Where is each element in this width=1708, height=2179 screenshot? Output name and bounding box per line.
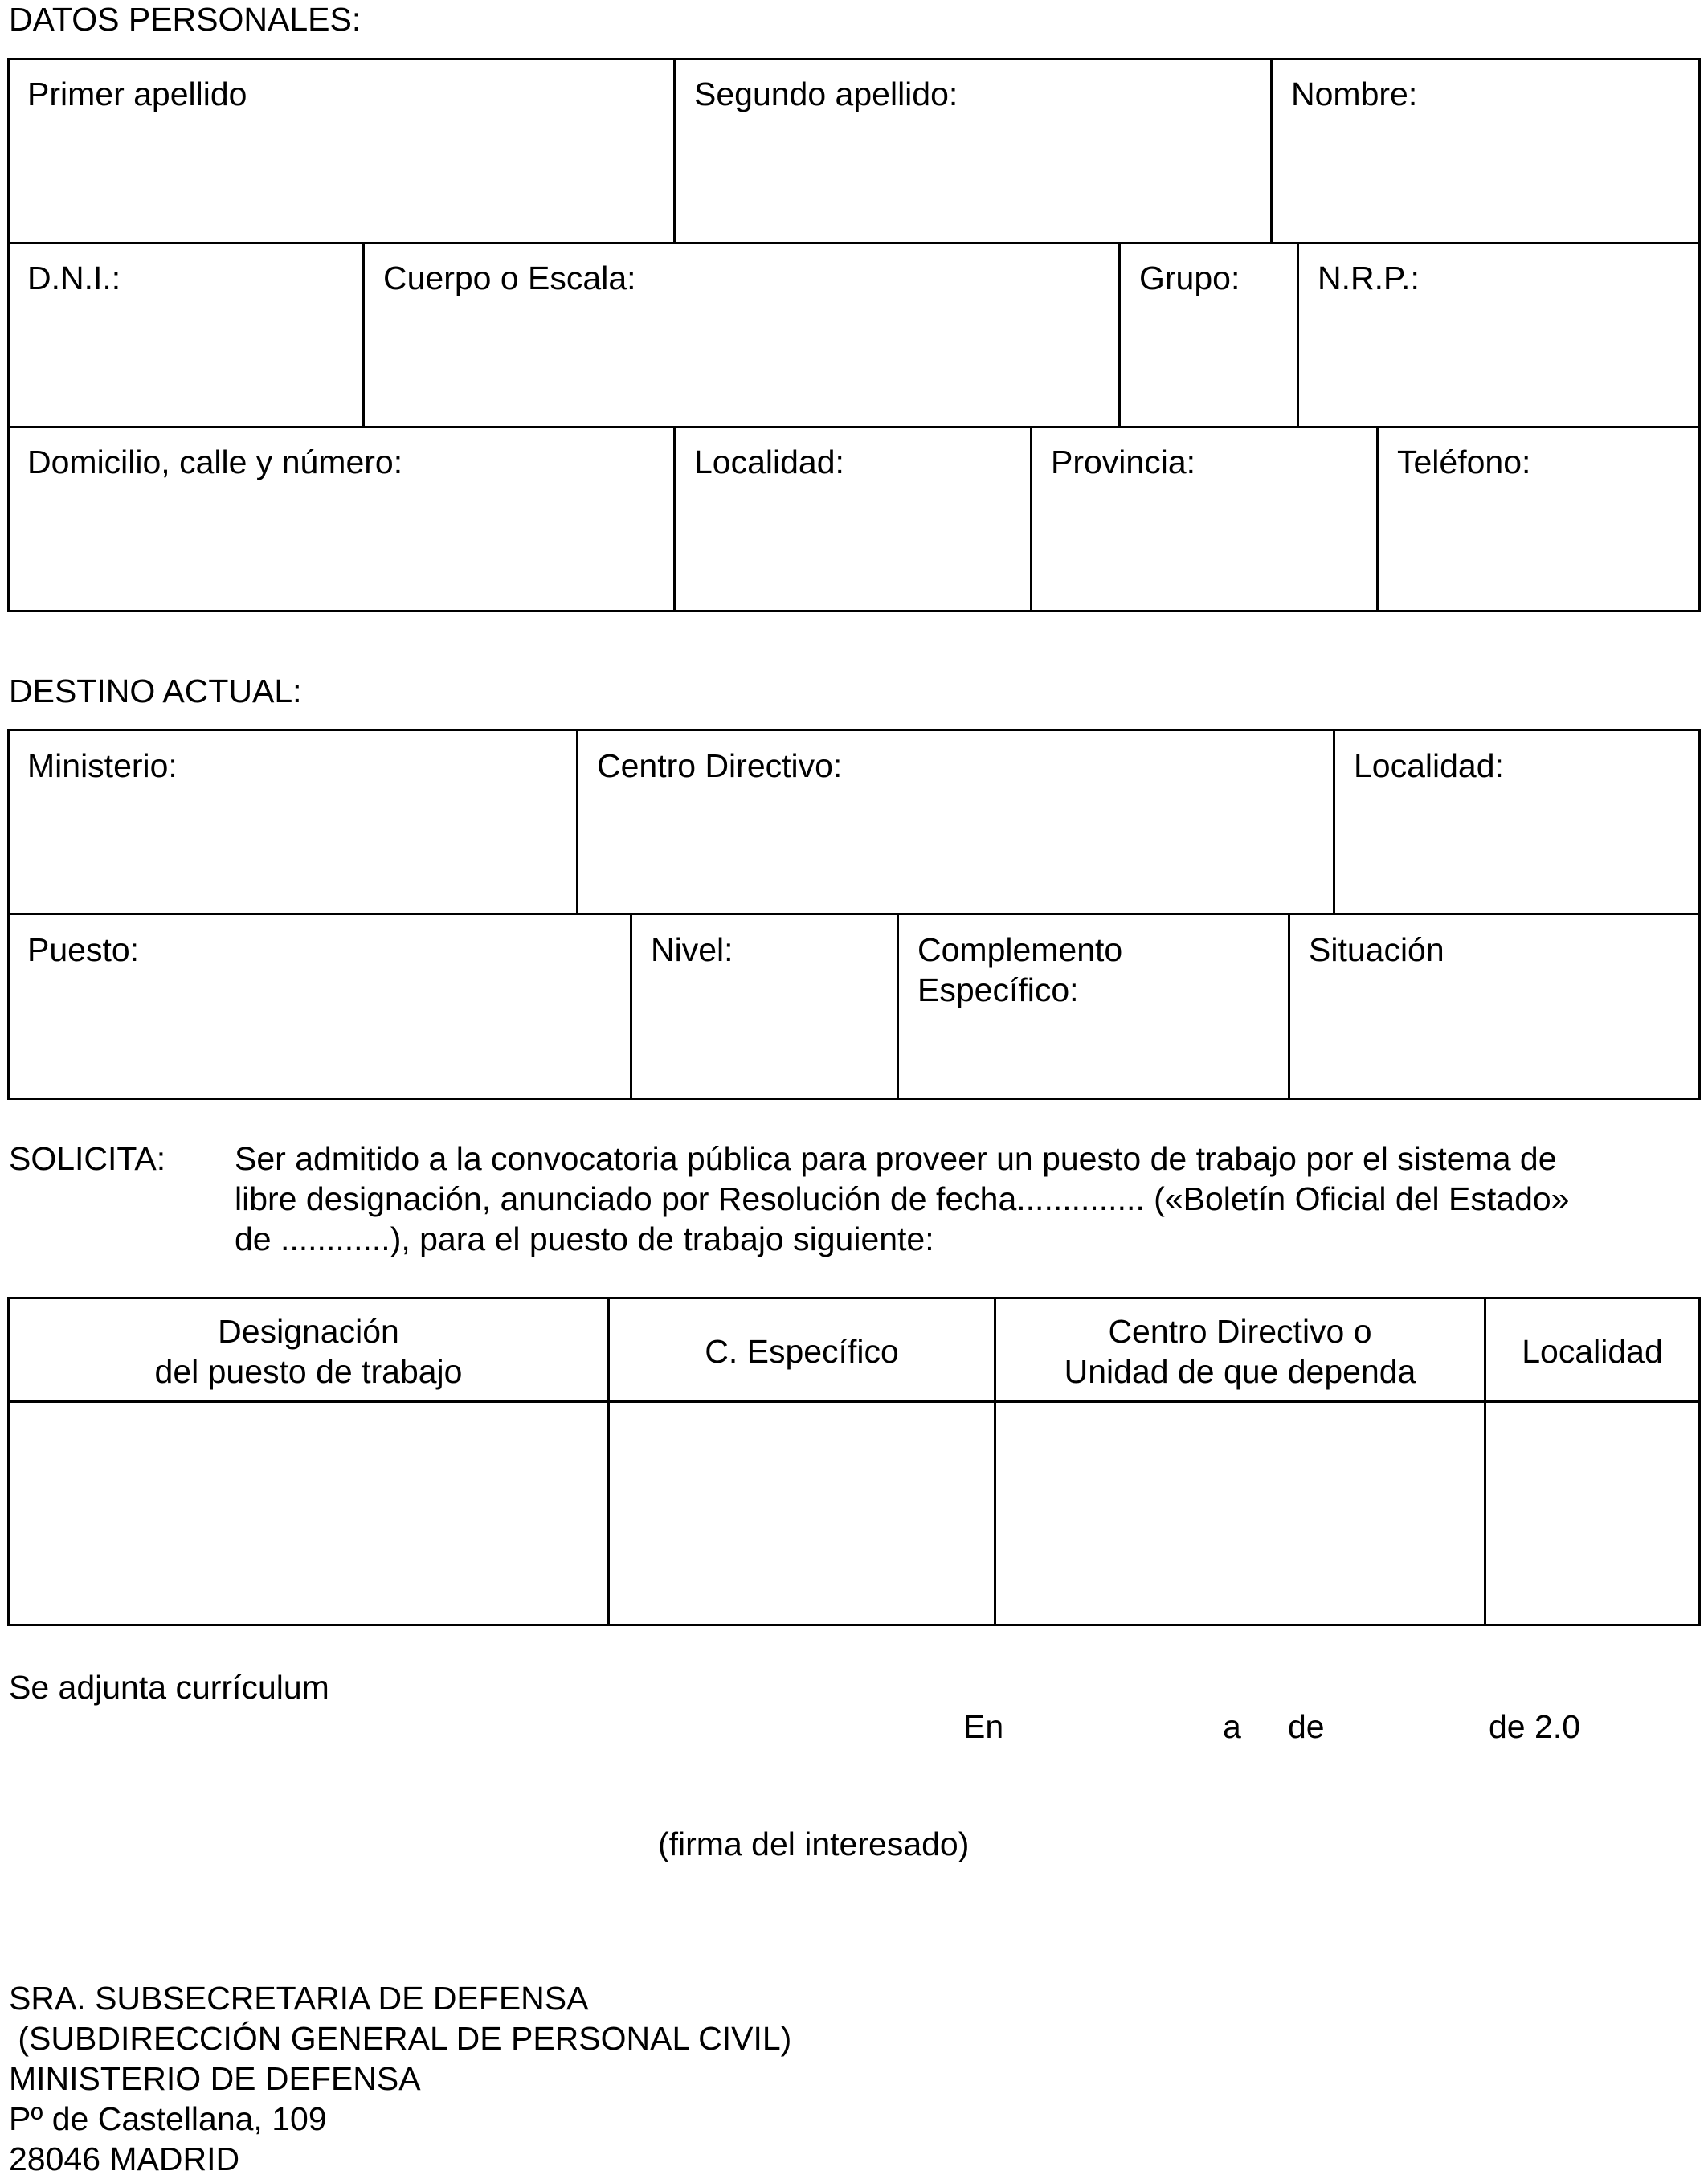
header-designacion-line1: Designación bbox=[218, 1313, 399, 1350]
date-de-label: de bbox=[1288, 1708, 1325, 1745]
header-centro-line1: Centro Directivo o bbox=[1108, 1313, 1372, 1350]
solicita-line-2: libre designación, anunciado por Resolución de fecha.............. («Boletín Oficial del Estado» bbox=[235, 1180, 1570, 1217]
datos-personales-heading: DATOS PERSONALES: bbox=[9, 1, 362, 38]
col-divider bbox=[1297, 242, 1299, 427]
col-divider bbox=[1118, 242, 1121, 427]
date-year-label: de 2.0 bbox=[1489, 1708, 1580, 1745]
row-divider bbox=[7, 242, 1701, 244]
grupo-field[interactable]: Grupo: bbox=[1139, 260, 1240, 296]
address-line-5: 28046 MADRID bbox=[9, 2140, 240, 2177]
col-divider bbox=[673, 426, 676, 611]
col-divider bbox=[1333, 729, 1335, 914]
telefono-field[interactable]: Teléfono: bbox=[1397, 444, 1531, 480]
header-localidad: Localidad bbox=[1522, 1333, 1663, 1370]
header-designacion bbox=[10, 1311, 607, 1392]
address-block bbox=[9, 1978, 791, 2179]
col-divider bbox=[630, 913, 632, 1099]
localidad-field[interactable]: Localidad: bbox=[694, 444, 844, 480]
row-divider bbox=[7, 913, 1701, 915]
segundo-apellido-field[interactable]: Segundo apellido: bbox=[694, 76, 958, 112]
puesto-field[interactable]: Puesto: bbox=[27, 931, 140, 968]
nivel-field[interactable]: Nivel: bbox=[651, 931, 733, 968]
date-a-label: a bbox=[1223, 1708, 1241, 1745]
solicita-label: SOLICITA: bbox=[9, 1140, 166, 1177]
solicita-line-3: de ............), para el puesto de trabajo siguiente: bbox=[235, 1220, 934, 1257]
col-divider bbox=[1376, 426, 1379, 611]
solicita-text bbox=[235, 1139, 1629, 1259]
header-c-especifico: C. Específico bbox=[705, 1333, 899, 1370]
address-line-2: (SUBDIRECCIÓN GENERAL DE PERSONAL CIVIL) bbox=[9, 2020, 792, 2057]
firma-interesado: (firma del interesado) bbox=[658, 1825, 970, 1862]
complemento-especifico-field[interactable] bbox=[917, 930, 1122, 1010]
cuerpo-escala-field[interactable]: Cuerpo o Escala: bbox=[383, 260, 636, 296]
address-line-4: Pº de Castellana, 109 bbox=[9, 2100, 327, 2137]
col-divider bbox=[1288, 913, 1290, 1099]
situacion-field[interactable]: Situación bbox=[1309, 931, 1444, 968]
datos-personales-border bbox=[7, 58, 1701, 612]
se-adjunta-curriculum: Se adjunta currículum bbox=[9, 1669, 329, 1706]
primer-apellido-field[interactable]: Primer apellido bbox=[27, 76, 247, 112]
col-divider bbox=[673, 58, 676, 243]
centro-directivo-field[interactable]: Centro Directivo: bbox=[597, 747, 843, 784]
header-centro-directivo bbox=[996, 1311, 1484, 1392]
nrp-field[interactable]: N.R.P.: bbox=[1318, 260, 1420, 296]
col-divider bbox=[1270, 58, 1273, 243]
solicita-line-1: Ser admitido a la convocatoria pública para proveer un puesto de trabajo por el sistema de bbox=[235, 1140, 1557, 1177]
destino-actual-heading: DESTINO ACTUAL: bbox=[9, 673, 302, 709]
col-divider bbox=[897, 913, 899, 1099]
address-line-3: MINISTERIO DE DEFENSA bbox=[9, 2060, 421, 2097]
localidad-input-cell[interactable] bbox=[1486, 1403, 1698, 1624]
provincia-field[interactable]: Provincia: bbox=[1051, 444, 1196, 480]
complemento-label-line2: Específico: bbox=[917, 971, 1079, 1008]
complemento-label-line1: Complemento bbox=[917, 931, 1123, 968]
col-divider bbox=[362, 242, 365, 427]
dni-field[interactable]: D.N.I.: bbox=[27, 260, 121, 296]
address-line-1: SRA. SUBSECRETARIA DE DEFENSA bbox=[9, 1980, 589, 2017]
destino-localidad-field[interactable]: Localidad: bbox=[1354, 747, 1504, 784]
row-divider bbox=[7, 426, 1701, 428]
domicilio-field[interactable]: Domicilio, calle y número: bbox=[27, 444, 403, 480]
col-divider bbox=[576, 729, 578, 914]
col-divider bbox=[1030, 426, 1032, 611]
header-centro-line2: Unidad de que dependa bbox=[1064, 1353, 1416, 1390]
designacion-input-cell[interactable] bbox=[10, 1403, 607, 1624]
centro-directivo-input-cell[interactable] bbox=[996, 1403, 1484, 1624]
ministerio-field[interactable]: Ministerio: bbox=[27, 747, 178, 784]
nombre-field[interactable]: Nombre: bbox=[1291, 76, 1418, 112]
c-especifico-input-cell[interactable] bbox=[610, 1403, 994, 1624]
date-en-label: En bbox=[963, 1708, 1004, 1745]
header-designacion-line2: del puesto de trabajo bbox=[154, 1353, 463, 1390]
